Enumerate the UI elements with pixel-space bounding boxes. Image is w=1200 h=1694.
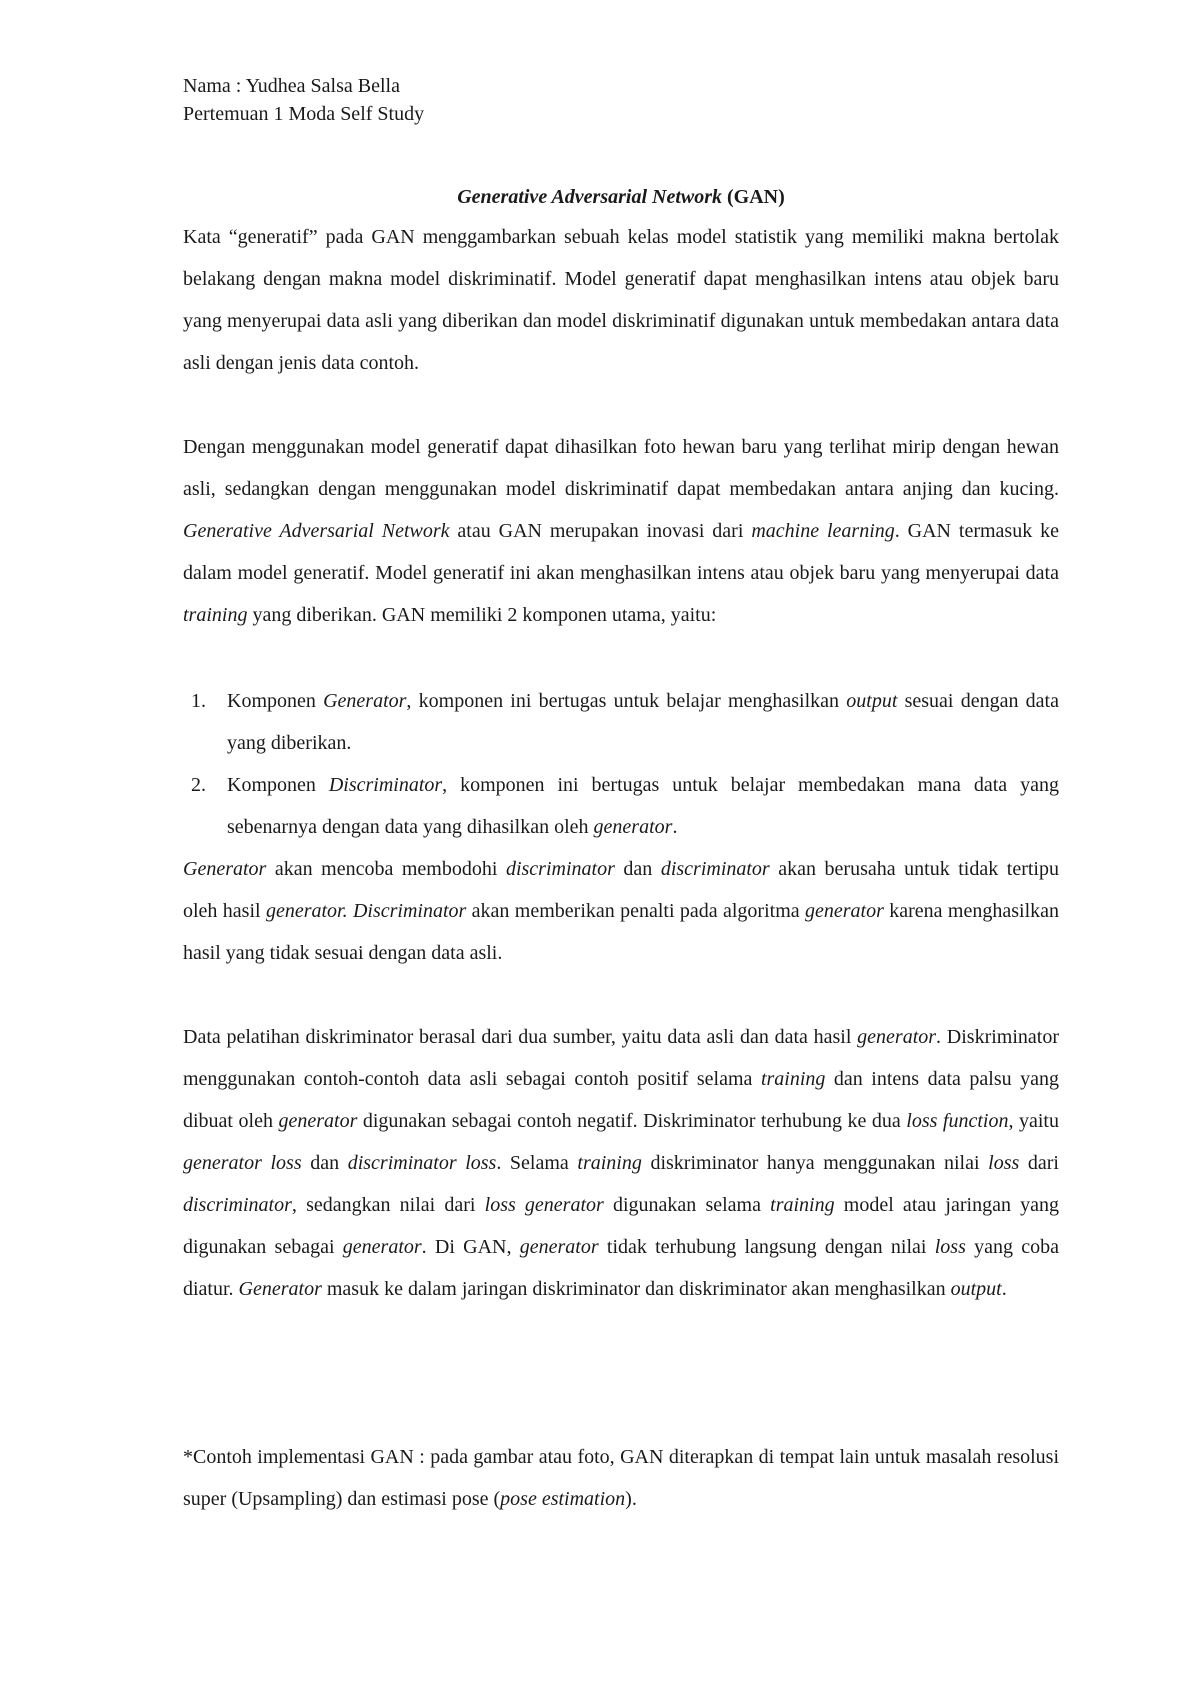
italic-text: pose estimation	[500, 1488, 626, 1510]
text-run: , komponen ini bertugas untuk belajar membedakan mana data yang sebenarnya dengan data yang dihasilkan oleh	[227, 774, 1059, 838]
text-run: *Contoh implementasi GAN : pada gambar atau foto, GAN diterapkan di tempat lain untuk masalah resolusi super (Upsampling) dan estimasi pose (	[183, 1446, 1059, 1510]
italic-text: machine learning	[751, 520, 895, 542]
text-run: . Diskriminator menggunakan contoh-contoh data asli sebagai contoh positif selama	[183, 1026, 1059, 1090]
italic-text: loss function	[906, 1110, 1009, 1132]
list-number: 1.	[191, 690, 206, 712]
text-run: . Selama	[496, 1152, 578, 1174]
italic-text: discriminator loss	[347, 1152, 497, 1174]
title-plain: (GAN)	[722, 186, 785, 208]
text-run: . GAN termasuk ke dalam model generatif. Model generatif ini akan menghasilkan intens atau objek baru yang menyerupai data	[183, 520, 1059, 584]
text-run: sesuai dengan data yang diberikan.	[227, 690, 1059, 754]
header-nama: Nama : Yudhea Salsa Bella	[183, 75, 400, 97]
text-run: model atau jaringan yang digunakan sebagai	[183, 1194, 1059, 1258]
italic-text: generator loss	[183, 1152, 302, 1174]
list-item-text	[227, 774, 1059, 838]
text-run: dan intens data palsu yang dibuat oleh	[183, 1068, 1059, 1132]
italic-text: Generator	[238, 1278, 322, 1300]
paragraph-4	[183, 1016, 1059, 1310]
text-run: , yaitu	[1008, 1110, 1059, 1132]
text-run: akan mencoba membodohi	[266, 858, 506, 880]
italic-text: loss	[934, 1236, 966, 1258]
italic-text: output	[846, 690, 898, 712]
text-run: dari	[1019, 1152, 1059, 1174]
text-run: yang coba diatur.	[183, 1236, 1059, 1300]
italic-text: generator	[593, 816, 673, 838]
text-run: Dengan menggunakan model generatif dapat dihasilkan foto hewan baru yang terlihat mirip dengan hewan asli, sedangkan dengan menggunakan model diskriminatif dapat membedakan antara anjing dan kucing.	[183, 436, 1059, 500]
title-italic: Generative Adversarial Network	[457, 186, 723, 208]
italic-text: generator	[857, 1026, 937, 1048]
component-list	[183, 680, 1059, 848]
text-run: Komponen	[227, 690, 324, 712]
italic-text: Generator	[323, 690, 407, 712]
italic-text: loss generator	[484, 1194, 604, 1216]
list-item	[183, 680, 1059, 764]
text-run: atau GAN merupakan inovasi dari	[449, 520, 752, 542]
text-run: .	[672, 816, 678, 838]
text-run: . Di GAN,	[421, 1236, 520, 1258]
italic-text: discriminator	[183, 1194, 292, 1216]
text-run: Data pelatihan diskriminator berasal dari dua sumber, yaitu data asli dan data hasil	[183, 1026, 858, 1048]
italic-text: Discriminator	[328, 774, 443, 796]
text-run: , komponen ini bertugas untuk belajar menghasilkan	[406, 690, 847, 712]
text-run: dan	[614, 858, 661, 880]
header-pertemuan: Pertemuan 1 Moda Self Study	[183, 103, 425, 125]
italic-text: generator.	[265, 900, 348, 922]
italic-text: training	[183, 604, 248, 626]
text-run: , sedangkan nilai dari	[291, 1194, 485, 1216]
italic-text: discriminator	[505, 858, 615, 880]
text-run: digunakan sebagai contoh negatif. Diskriminator terhubung ke dua	[357, 1110, 907, 1132]
italic-text: generator	[278, 1110, 358, 1132]
italic-text: discriminator	[660, 858, 770, 880]
text-run: diskriminator hanya menggunakan nilai	[641, 1152, 989, 1174]
text-run: akan berusaha untuk tidak tertipu oleh hasil	[183, 858, 1059, 922]
italic-text: training	[770, 1194, 835, 1216]
text-run: masuk ke dalam jaringan diskriminator dan diskriminator akan menghasilkan	[321, 1278, 951, 1300]
paragraph-3	[183, 848, 1059, 974]
text-run: ).	[625, 1488, 637, 1510]
list-number: 2.	[191, 774, 206, 796]
document-title	[183, 183, 1059, 211]
italic-text: loss	[988, 1152, 1020, 1174]
italic-text: output	[950, 1278, 1002, 1300]
italic-text: generator	[342, 1236, 422, 1258]
paragraph-5	[183, 1436, 1059, 1520]
paragraph-1	[183, 216, 1059, 384]
text-run: dan	[301, 1152, 348, 1174]
italic-text: training	[577, 1152, 642, 1174]
italic-text: training	[760, 1068, 826, 1090]
paragraph-2	[183, 426, 1059, 636]
italic-text: Generator	[183, 858, 267, 880]
italic-text: generator	[805, 900, 884, 922]
italic-text: generator	[519, 1236, 599, 1258]
text-run: digunakan selama	[603, 1194, 771, 1216]
text-run: Komponen	[227, 774, 329, 796]
text-run: tidak terhubung langsung dengan nilai	[598, 1236, 935, 1258]
text-run: .	[1001, 1278, 1007, 1300]
text-run: akan memberikan penalti pada algoritma	[466, 900, 806, 922]
italic-text: Discriminator	[352, 900, 467, 922]
list-item-text	[227, 690, 1059, 754]
italic-text: Generative Adversarial Network	[183, 520, 450, 542]
text-run: yang diberikan. GAN memiliki 2 komponen utama, yaitu:	[247, 604, 717, 626]
list-item	[183, 764, 1059, 848]
text-run: karena menghasilkan hasil yang tidak sesuai dengan data asli.	[183, 900, 1059, 964]
text-run: Kata “generatif” pada GAN menggambarkan sebuah kelas model statistik yang memiliki makna bertolak belakang dengan makna model diskriminatif. Model generatif dapat menghasilkan intens atau objek baru yang menyerupai data asli yang diberikan dan model diskriminatif digunakan untuk membedakan antara data asli dengan jenis data contoh.	[183, 226, 1059, 374]
